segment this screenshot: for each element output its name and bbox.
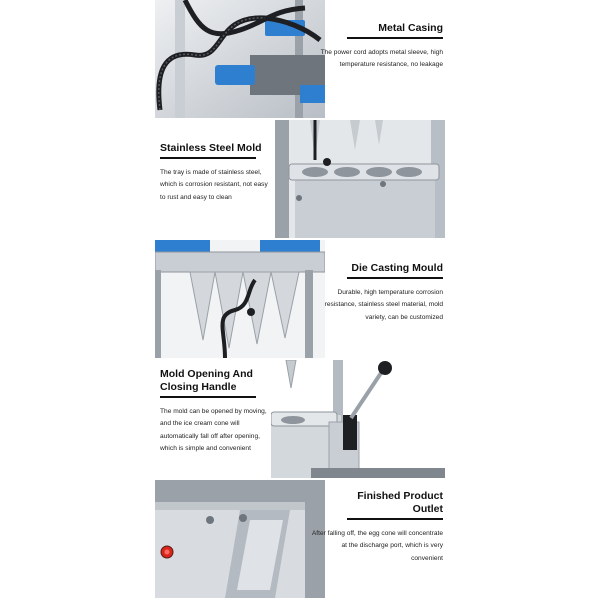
- metal-casing-photo: [155, 0, 325, 118]
- title-underline: [160, 396, 256, 398]
- die-casting-mould-text: [311, 240, 445, 358]
- die-casting-mould-photo: [155, 240, 325, 358]
- mold-handle-desc: The mold can be opened by moving, and the ice cream cone will automatically fall off after opening, which is simple and convenient: [160, 408, 267, 453]
- stainless-steel-mold-desc: The tray is made of stainless steel, which is corrosion resistant, not easy to rust and easy to clean: [160, 169, 268, 201]
- mold-handle-illustration: [271, 360, 445, 478]
- mold-handle-photo: [271, 360, 445, 478]
- stainless-steel-mold-photo: [275, 120, 445, 238]
- metal-casing-title: Metal Casing: [378, 22, 443, 34]
- mold-handle-title-line1: Mold Opening And: [160, 368, 253, 380]
- finished-product-outlet-photo: [155, 480, 325, 598]
- title-underline: [347, 277, 443, 279]
- die-casting-mould-desc: Durable, high temperature corrosion resistance, stainless steel material, mold variety, can be customized: [324, 289, 443, 321]
- finished-product-outlet-desc: After falling off, the egg cone will concentrate at the discharge port, which is very convenient: [311, 530, 443, 562]
- metal-casing-text: [311, 0, 445, 118]
- feature-finished-product-outlet: [155, 480, 445, 598]
- finished-product-outlet-illustration: [155, 480, 325, 598]
- stainless-steel-mold-title: Stainless Steel Mold: [160, 142, 262, 154]
- die-casting-mould-illustration: [155, 240, 325, 358]
- metal-casing-desc: The power cord adopts metal sleeve, high temperature resistance, no leakage: [320, 49, 443, 69]
- feature-die-casting-mould: [155, 240, 445, 358]
- mold-handle-title-line2: Closing Handle: [160, 381, 237, 393]
- title-underline: [160, 157, 256, 159]
- metal-casing-illustration: [155, 0, 325, 118]
- finished-product-outlet-title-line1: Finished Product: [357, 490, 443, 502]
- feature-mold-handle: [155, 360, 445, 478]
- finished-product-outlet-title-line2: Outlet: [412, 503, 443, 515]
- title-underline: [347, 518, 443, 520]
- feature-stainless-steel-mold: [155, 120, 445, 238]
- die-casting-mould-title: Die Casting Mould: [351, 262, 443, 274]
- stainless-steel-mold-text: [155, 120, 275, 238]
- stainless-steel-mold-illustration: [275, 120, 445, 238]
- title-underline: [347, 37, 443, 39]
- finished-product-outlet-text: [311, 480, 445, 598]
- feature-metal-casing: [155, 0, 445, 118]
- mold-handle-text: [155, 360, 273, 478]
